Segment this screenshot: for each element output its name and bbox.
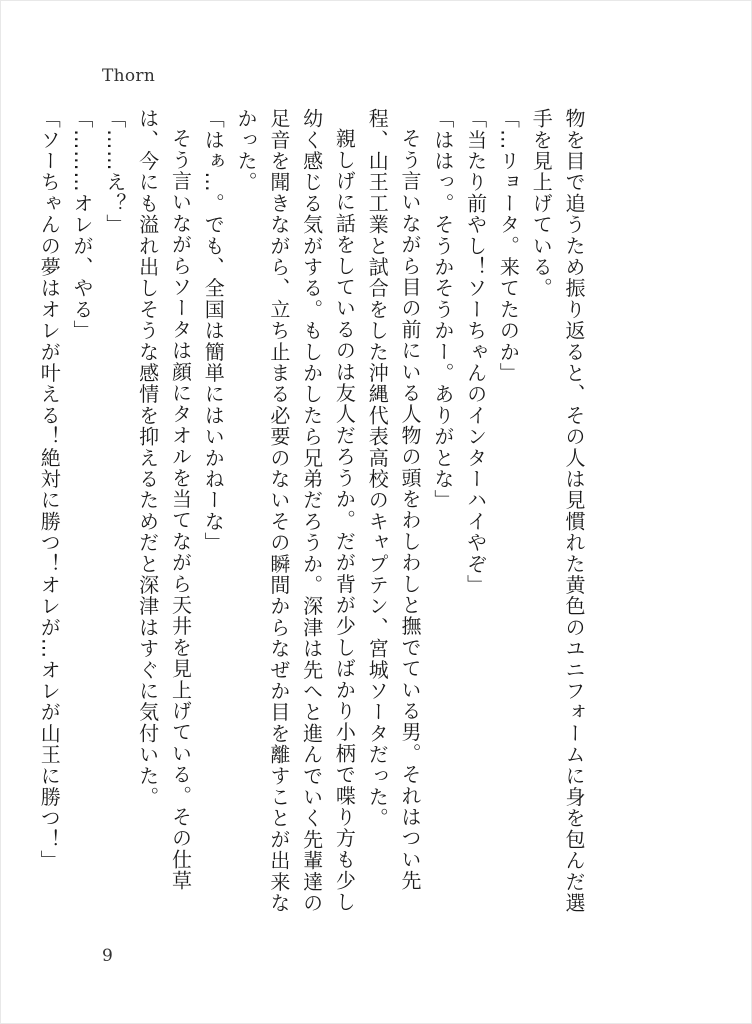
dialogue-line: 「ソーちゃんの夢はオレが叶える！絶対に勝つ！オレが…オレが山王に勝つ！」 (37, 108, 62, 872)
paragraph: そう言いながら目の前にいる人物の頭をわしわしと撫でている男。それはつい先程、山王工業と試合をした沖縄代表高校のキャプテン、宮城ソータだった。 (365, 108, 423, 892)
dialogue-line: 「はぁ…。でも、全国は簡単にはいかねーな」 (201, 108, 226, 554)
vertical-body-text (37, 108, 590, 928)
paragraph: 物を目で追うため振り返ると、その人は見慣れた黄色のユニフォームに身を包んだ選手を見上げている。 (529, 108, 586, 914)
dialogue-line: 「当たり前やし！ソーちゃんのインターハイやぞ」 (463, 108, 488, 596)
dialogue-line: 「……え？」 (102, 108, 127, 236)
page-number: 9 (102, 946, 113, 966)
paragraph: 親しげに話をしているのは友人だろうか。だが背が少しばかり小柄で喋り方も少し幼く感じる気がする。もしかしたら兄弟だろうか。深津は先へと進んでいく先輩達の足音を聞きながら、立ち止まる必要のないその瞬間からなぜか目を離すことが出来なかった。 (234, 108, 357, 914)
paragraph: そう言いながらソータは顔にタオルを当てながら天井を見上げている。その仕草は、今にも溢れ出しそうな感情を抑えるためだと深津はすぐに気付いた。 (135, 108, 193, 892)
dialogue-line: 「………オレが、やる」 (70, 108, 95, 342)
running-head-title: Thorn (102, 66, 156, 86)
dialogue-line: 「ははっ。そうかそうかー。ありがとな」 (430, 108, 455, 511)
dialogue-line: 「…リョータ。来てたのか」 (496, 108, 521, 384)
